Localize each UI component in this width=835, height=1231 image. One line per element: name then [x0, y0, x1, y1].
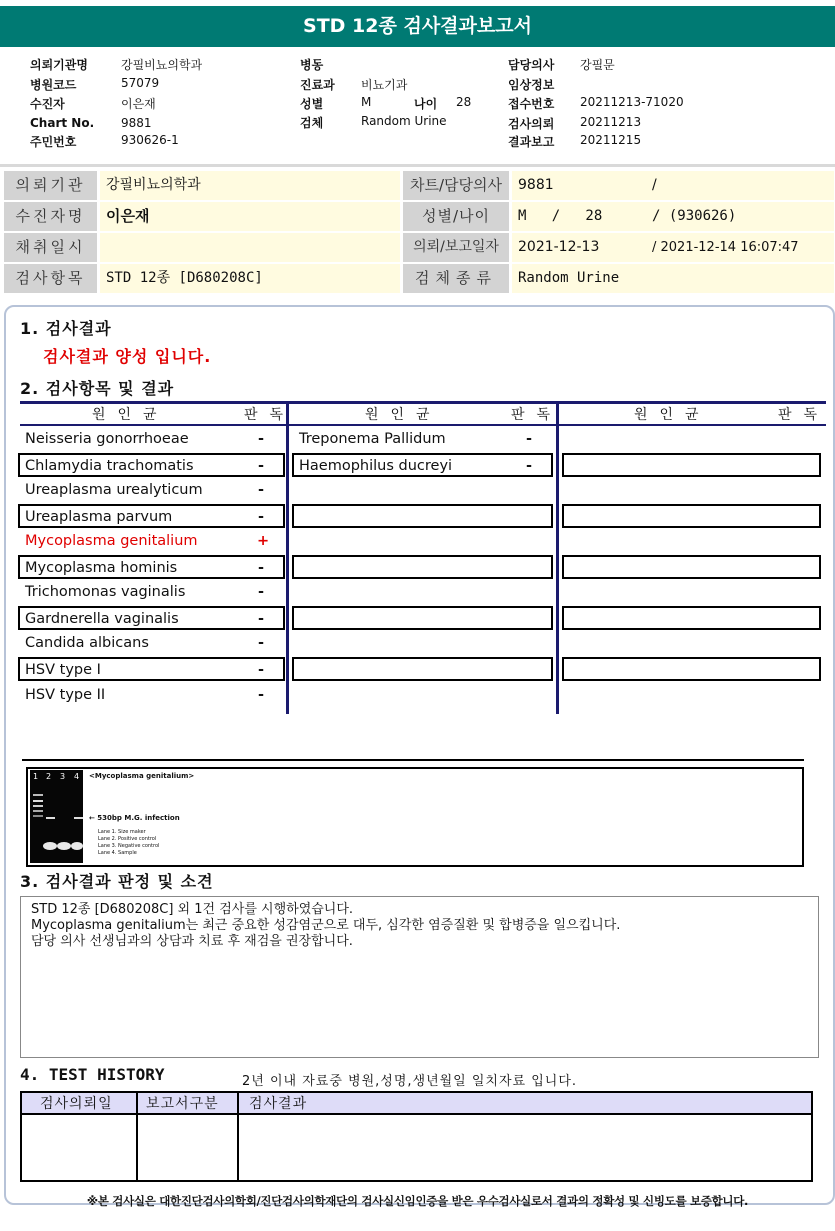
info-collect-value — [100, 233, 400, 262]
info-chart-cell — [512, 171, 834, 200]
info-specimen-label: 검체종류 — [403, 264, 509, 293]
footer-certification: ※본 검사실은 대한진단검사의학회/진단검사의학재단의 검사실신임인증을 받은 우수검사실로서 결과의 정확성 및 신빙도를 보증합니다. — [86, 1194, 749, 1208]
empty-result-box — [562, 453, 821, 477]
results-grid-divider-2 — [556, 401, 559, 714]
pathogen-name: HSV type I — [25, 662, 101, 678]
report-date-label: 결과보고 — [508, 135, 555, 149]
info-test-label: 검사항목 — [4, 264, 97, 293]
rrn-value: 930626-1 — [121, 133, 179, 147]
section4-title: 4. TEST HISTORY — [20, 1065, 165, 1084]
history-col-result: 검사결과 — [249, 1096, 308, 1112]
info-test-value: STD 12종 [D680208C] — [100, 264, 400, 293]
info-row-institution — [4, 170, 834, 201]
pathogen-name: Haemophilus ducreyi — [299, 458, 453, 474]
result-row — [20, 428, 284, 452]
empty-result-box — [292, 606, 553, 630]
patient-info-table — [4, 170, 834, 296]
pathogen-result: - — [258, 687, 265, 703]
dept-label: 진료과 — [300, 78, 335, 92]
pathogen-result: - — [258, 509, 265, 525]
gel-lane-number: 4 — [74, 772, 80, 781]
info-chart-slash: / — [652, 177, 657, 193]
pathogen-result: - — [526, 458, 533, 474]
gel-lane-note: Lane 1. Size maker — [98, 829, 146, 835]
header-divider — [0, 164, 835, 167]
report-date-value: 20211215 — [580, 133, 642, 147]
history-col-divider — [237, 1093, 239, 1180]
info-dates-label: 의뢰/보고일자 — [403, 233, 509, 262]
col2-judgement-header: 판독 — [511, 407, 563, 423]
gel-electrophoresis-image — [30, 770, 83, 863]
pathogen-result: - — [258, 584, 265, 600]
result-row — [18, 453, 285, 477]
empty-result-box — [292, 504, 553, 528]
info-sexage-value: M / 28 — [518, 208, 603, 224]
pathogen-result: - — [258, 662, 265, 678]
pathogen-result: - — [526, 431, 533, 447]
age-value: 28 — [456, 95, 472, 109]
doctor-value: 강필문 — [580, 58, 615, 72]
info-sexage-label: 성별/나이 — [403, 202, 509, 231]
gel-lane-number: 2 — [46, 772, 52, 781]
gel-title: <Mycoplasma genitalium> — [89, 772, 195, 780]
gel-lane-note: Lane 2. Positive control — [98, 836, 157, 842]
empty-result-box — [292, 555, 553, 579]
info-institution-value: 강필비뇨의학과 — [100, 171, 400, 200]
result-row — [294, 428, 552, 452]
pathogen-result: - — [258, 560, 265, 576]
doctor-label: 담당의사 — [508, 58, 555, 72]
col3-pathogen-header: 원인균 — [634, 407, 711, 423]
info-specimen-value: Random Urine — [512, 264, 834, 293]
clinical-label: 임상정보 — [508, 78, 555, 92]
gel-bands-graphic — [30, 770, 83, 863]
sex-label: 성별 — [300, 97, 324, 111]
request-date-value: 20211213 — [580, 115, 642, 129]
info-row-test — [4, 263, 834, 294]
history-table — [20, 1091, 813, 1182]
empty-result-box — [562, 606, 821, 630]
receipt-no-label: 접수번호 — [508, 97, 555, 111]
result-row — [18, 606, 285, 630]
empty-result-box — [562, 504, 821, 528]
gel-lane-note: Lane 4. Sample — [98, 850, 137, 856]
pathogen-result: - — [258, 482, 265, 498]
result-row-positive — [20, 530, 284, 554]
result-row — [20, 684, 284, 708]
info-collect-label: 채취일시 — [4, 233, 97, 262]
result-row — [18, 555, 285, 579]
history-col-request-date: 검사의뢰일 — [40, 1096, 113, 1112]
result-row — [20, 581, 284, 605]
age-label: 나이 — [414, 97, 438, 111]
info-sexage-cell — [512, 202, 834, 231]
request-date-label: 검사의뢰 — [508, 117, 555, 131]
col1-pathogen-header: 원인균 — [92, 407, 169, 423]
history-col-divider — [136, 1093, 138, 1180]
pathogen-name: Chlamydia trachomatis — [25, 458, 194, 474]
info-row-patient — [4, 201, 834, 232]
opinion-text-box — [20, 896, 819, 1058]
dept-value: 비뇨기과 — [361, 78, 408, 92]
report-header — [0, 52, 835, 164]
gel-top-rule — [22, 759, 804, 761]
gel-band-label: ← 530bp M.G. infection — [89, 814, 180, 822]
chart-no-value: 9881 — [121, 116, 152, 130]
receipt-no-value: 20211213-71020 — [580, 95, 684, 109]
empty-result-box — [292, 657, 553, 681]
section3-title: 3. 검사결과 판정 및 소견 — [20, 872, 214, 891]
result-row — [292, 453, 553, 477]
pathogen-name: HSV type II — [25, 687, 106, 703]
pathogen-result: - — [258, 635, 265, 651]
info-chart-label: 차트/담당의사 — [403, 171, 509, 200]
results-grid-header-line — [20, 424, 826, 426]
hospital-code-value: 57079 — [121, 76, 160, 90]
info-row-dates — [4, 232, 834, 263]
history-header-row — [22, 1093, 811, 1115]
info-chart-value: 9881 — [518, 177, 554, 193]
pathogen-name: Mycoplasma hominis — [25, 560, 178, 576]
empty-result-box — [562, 555, 821, 579]
pathogen-result: - — [258, 611, 265, 627]
col2-pathogen-header: 원인균 — [365, 407, 442, 423]
empty-result-box — [562, 657, 821, 681]
info-institution-label: 의뢰기관 — [4, 171, 97, 200]
pathogen-name: Ureaplasma parvum — [25, 509, 173, 525]
institution-label: 의뢰기관명 — [30, 58, 88, 72]
institution-value: 강필비뇨의학과 — [121, 58, 203, 72]
pathogen-name: Gardnerella vaginalis — [25, 611, 179, 627]
info-patient-value: 이은재 — [100, 202, 400, 231]
results-grid-divider-1 — [286, 401, 289, 714]
info-sexage-extra: / (930626) — [652, 208, 737, 224]
patient-label: 수진자 — [30, 97, 65, 111]
result-row — [20, 632, 284, 656]
info-dates-request: 2021-12-13 — [518, 239, 600, 255]
info-patient-label: 수진자명 — [4, 202, 97, 231]
result-row — [18, 504, 285, 528]
section1-title: 1. 검사결과 — [20, 319, 112, 338]
hospital-code-label: 병원코드 — [30, 78, 77, 92]
gel-lane-note: Lane 3. Negative control — [98, 843, 160, 849]
col1-judgement-header: 판독 — [244, 407, 296, 423]
opinion-line: 담당 의사 선생님과의 상담과 치료 후 재검을 권장합니다. — [31, 934, 353, 949]
pathogen-name: Ureaplasma urealyticum — [25, 482, 203, 498]
pathogen-result: - — [258, 431, 265, 447]
gel-lane-number: 1 — [33, 772, 39, 781]
result-row — [18, 657, 285, 681]
col3-judgement-header: 판독 — [778, 407, 830, 423]
pathogen-name: Candida albicans — [25, 635, 149, 651]
report-title: STD 12종 검사결과보고서 — [0, 6, 835, 47]
rrn-label: 주민번호 — [30, 135, 77, 149]
info-dates-report: / 2021-12-14 16:07:47 — [652, 240, 799, 255]
pathogen-name: Mycoplasma genitalium — [25, 533, 198, 549]
history-note: 2년 이내 자료중 병원,성명,생년월일 일치자료 입니다. — [242, 1074, 578, 1089]
opinion-line: Mycoplasma genitalium는 최근 중요한 성감염군으로 대두, 심각한 염증질환 및 합병증을 일으킵니다. — [31, 918, 621, 933]
opinion-line: STD 12종 [D680208C] 외 1건 검사를 시행하였습니다. — [31, 902, 354, 917]
specimen-label: 검체 — [300, 116, 324, 130]
specimen-value: Random Urine — [361, 114, 447, 128]
chart-no-label: Chart No. — [30, 116, 95, 130]
ward-label: 병동 — [300, 58, 324, 72]
sex-value: M — [361, 95, 372, 109]
history-col-report-type: 보고서구분 — [146, 1096, 219, 1112]
pathogen-name: Neisseria gonorrhoeae — [25, 431, 189, 447]
result-row — [20, 479, 284, 503]
info-dates-cell — [512, 233, 834, 262]
pathogen-name: Trichomonas vaginalis — [25, 584, 186, 600]
section2-title: 2. 검사항목 및 결과 — [20, 379, 175, 398]
pathogen-result: - — [258, 458, 265, 474]
positive-result-message: 검사결과 양성 입니다. — [43, 347, 212, 366]
gel-lane-number: 3 — [60, 772, 66, 781]
patient-value: 이은재 — [121, 97, 156, 111]
pathogen-result: + — [257, 533, 270, 549]
pathogen-name: Treponema Pallidum — [299, 431, 446, 447]
